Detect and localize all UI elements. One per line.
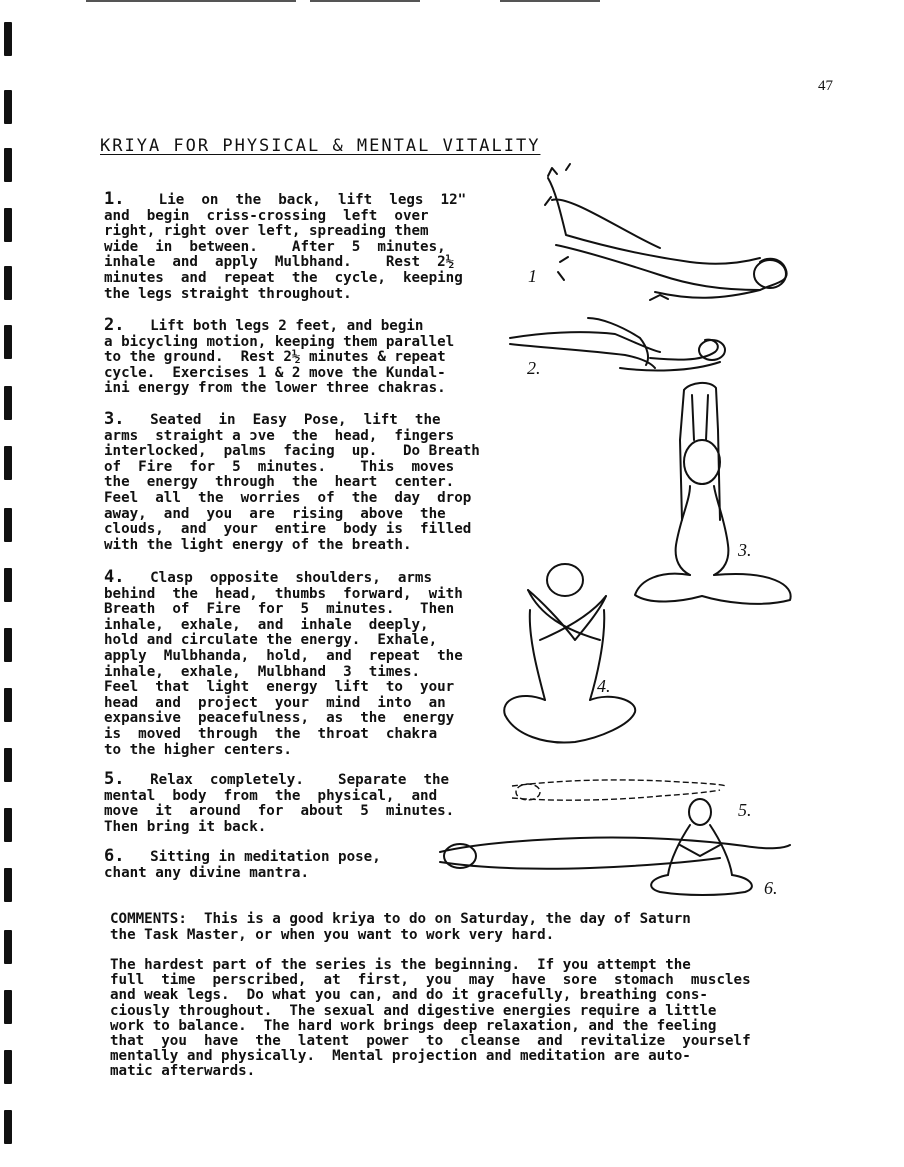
exercise-number: 2. [104, 315, 125, 335]
closing-paragraph: The hardest part of the series is the beginning. If you attempt the full time perscribed, at first, you may have sore stomach muscles and weak legs. Do what you can, and do it gracefully, breathing cons- ciously throughout. The sexual and digestive energies require a little work to balance. The hard work brings deep relaxation, and the feeling that you have the latent power to cleanse and revitalize yourself mentally and physically. Mental projection and meditation are auto- matic afterwards. [110, 957, 751, 1080]
exercise-text: 3. Seated in Easy Pose, lift the arms straight a ɔve the head, fingers interlocked, palms facing up. Do Breath of Fire for 5 minutes. This moves the energy through the heart center. Feel all the worries of the day drop away, and you are rising above the clouds, and your entire body is filled with the light energy of the breath. [104, 409, 480, 553]
figure-label-3: 3. [738, 540, 752, 560]
exercise-number: 4. [104, 567, 125, 587]
figure-label-2: 2. [527, 358, 541, 378]
figure-5-illustration [512, 780, 726, 800]
exercise-number: 5. [104, 769, 125, 789]
figure-3-illustration [635, 383, 791, 604]
exercise-text: 1. Lie on the back, lift legs 12" and begin criss-crossing left over right, right over left, spreading them wide in between. After 5 minutes, inhale and apply Mulbhand. Rest 2½ minutes and repeat the cycle, keeping the legs straight throughout. [104, 189, 467, 302]
exercise-number: 6. [104, 846, 125, 866]
figure-label-5: 5. [738, 800, 752, 820]
page-title: KRIYA FOR PHYSICAL & MENTAL VITALITY [100, 136, 541, 156]
exercise-text: 5. Relax completely. Separate the mental body from the physical, and move it around for about 5 minutes. Then bring it back. [104, 769, 455, 835]
figure-2-illustration [510, 318, 725, 370]
exercise-text: 4. Clasp opposite shoulders, arms behind the head, thumbs forward, with Breath of Fire for 5 minutes. Then inhale, exhale, and inhale deeply, hold and circulate the energy. Exhale, apply Mulbhanda, hold, and repeat the inhale, exhale, Mulbhand 3 times. Feel that light energy lift to your head and project your mind into an expansive peacefulness, as the energy is moved through the throat chakra to the higher centers. [104, 567, 463, 758]
figure-4-illustration [504, 564, 635, 743]
exercise-text: 6. Sitting in meditation pose, chant any divine mantra. [104, 846, 381, 881]
page-number: 47 [818, 78, 833, 94]
figure-label-4: 4. [597, 676, 611, 696]
exercise-text: 2. Lift both legs 2 feet, and begin a bicycling motion, keeping them parallel to the ground. Rest 2½ minutes & repeat cycle. Exercises 1 & 2 move the Kundal- ini energy from the lower three chakras. [104, 315, 455, 397]
exercise-number: 1. [104, 189, 125, 209]
exercise-number: 3. [104, 409, 125, 429]
figure-label-6: 6. [764, 878, 778, 898]
comments: COMMENTS: This is a good kriya to do on Saturday, the day of Saturn the Task Master, or when you want to work very hard. [110, 911, 691, 943]
figure-1-illustration [545, 164, 787, 300]
figure-label-1: 1 [528, 266, 537, 286]
